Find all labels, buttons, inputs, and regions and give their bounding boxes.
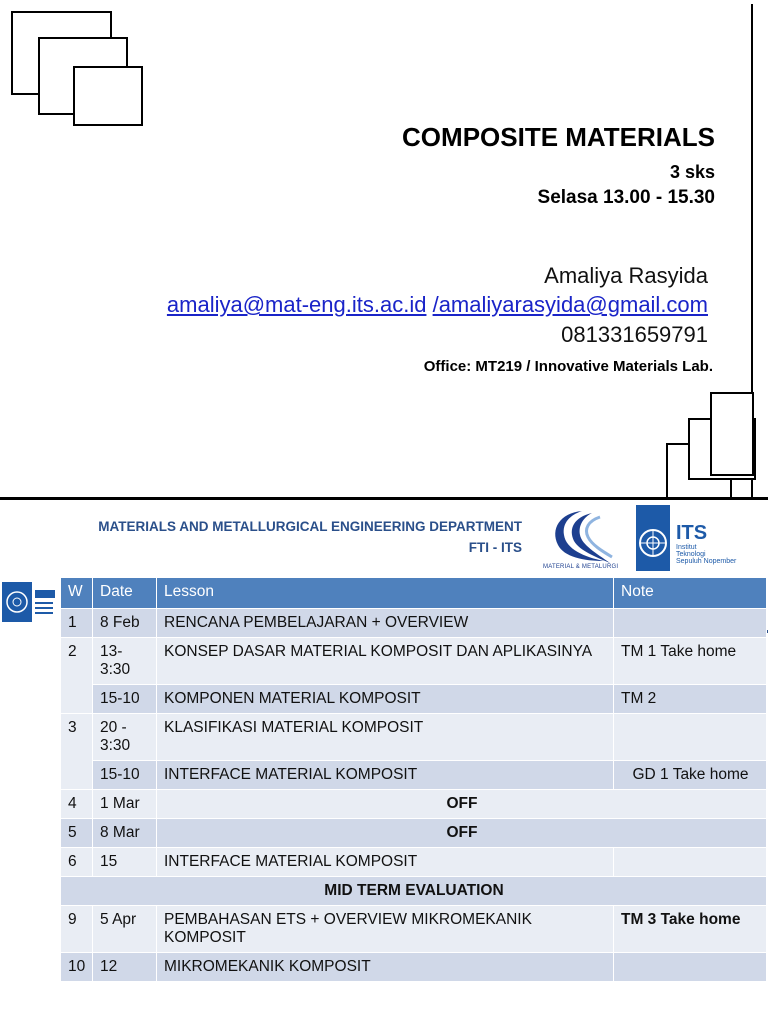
lesson-cell: RENCANA PEMBELAJARAN + OVERVIEW	[157, 609, 614, 638]
note-cell	[614, 848, 767, 877]
email-link-secondary[interactable]: /amaliyarasyida@gmail.com	[432, 292, 708, 317]
date-cell: 8 Feb	[93, 609, 157, 638]
date-cell: 8 Mar	[93, 819, 157, 848]
week-cell: 3	[61, 714, 93, 790]
its-sub-3: Sepuluh Nopember	[676, 558, 737, 565]
note-cell: TM 3 Take home	[614, 906, 767, 953]
date-cell: 15-10	[93, 685, 157, 714]
date-line-2: 3:30	[100, 737, 131, 754]
lesson-cell: PEMBAHASAN ETS + OVERVIEW MIKROMEKANIK KOMPOSIT	[157, 906, 614, 953]
table-row	[61, 790, 767, 819]
table-row	[61, 877, 767, 906]
date-line-2: 3:30	[100, 661, 131, 678]
its-sub-1: Institut	[676, 544, 697, 551]
mid-term-label: MID TERM EVALUATION	[61, 877, 767, 906]
week-cell: 9	[61, 906, 93, 953]
table-row	[61, 761, 767, 790]
lesson-cell: KONSEP DASAR MATERIAL KOMPOSIT DAN APLIKASINYA	[157, 638, 614, 685]
its-logo-icon	[636, 505, 756, 571]
lecturer-office: Office: MT219 / Innovative Materials Lab.	[423, 358, 713, 375]
lesson-schedule-table	[60, 577, 767, 982]
department-name: MATERIALS AND METALLURGICAL ENGINEERING DEPARTMENT	[98, 519, 522, 534]
date-cell: 12	[93, 953, 157, 982]
table-row	[61, 638, 767, 685]
lesson-cell: KLASIFIKASI MATERIAL KOMPOSIT	[157, 714, 614, 761]
column-header-date: Date	[93, 578, 157, 609]
note-cell	[614, 953, 767, 982]
lesson-cell: INTERFACE MATERIAL KOMPOSIT	[157, 761, 614, 790]
note-cell: TM 1 Take home	[614, 638, 767, 685]
cover-slide	[0, 0, 768, 500]
week-cell: 2	[61, 638, 93, 714]
course-schedule: Selasa 13.00 - 15.30	[537, 187, 715, 208]
week-cell: 1	[61, 609, 93, 638]
table-row	[61, 848, 767, 877]
lecturer-phone: 081331659791	[561, 322, 708, 347]
off-label: OFF	[157, 819, 767, 848]
date-line-1: 13-	[100, 643, 123, 660]
note-cell	[614, 609, 767, 638]
week-cell: 6	[61, 848, 93, 877]
note-cell: TM 2	[614, 685, 767, 714]
faculty-name: FTI - ITS	[468, 540, 522, 555]
date-cell	[93, 638, 157, 685]
date-cell	[93, 714, 157, 761]
table-row	[61, 714, 767, 761]
week-cell: 5	[61, 819, 93, 848]
lesson-cell: INTERFACE MATERIAL KOMPOSIT	[157, 848, 614, 877]
table-row	[61, 953, 767, 982]
logo-caption: MATERIAL & METALURGI	[543, 564, 619, 570]
lesson-cell: KOMPONEN MATERIAL KOMPOSIT	[157, 685, 614, 714]
its-sub-2: Teknologi	[676, 551, 706, 558]
its-mini-logo-icon	[2, 580, 60, 624]
note-cell: GD 1 Take home	[614, 761, 767, 790]
lecturer-name: Amaliya Rasyida	[544, 263, 708, 288]
column-header-lesson: Lesson	[157, 578, 614, 609]
date-line-1: 20 -	[100, 719, 127, 736]
table-row	[61, 819, 767, 848]
decor-square-6	[710, 392, 754, 476]
email-link-primary[interactable]: amaliya@mat-eng.its.ac.id	[166, 292, 427, 317]
lesson-cell: MIKROMEKANIK KOMPOSIT	[157, 953, 614, 982]
its-wordmark: ITS	[676, 522, 708, 544]
week-cell: 10	[61, 953, 93, 982]
date-cell: 15	[93, 848, 157, 877]
date-cell: 5 Apr	[93, 906, 157, 953]
column-header-w: W	[61, 578, 93, 609]
table-row	[61, 685, 767, 714]
column-header-note: Note	[614, 578, 767, 609]
table-row	[61, 906, 767, 953]
week-cell: 4	[61, 790, 93, 819]
table-header-row	[61, 578, 767, 609]
course-title: COMPOSITE MATERIALS	[402, 122, 715, 152]
lecturer-emails	[167, 292, 708, 318]
table-row	[61, 609, 767, 638]
date-cell: 15-10	[93, 761, 157, 790]
note-cell	[614, 714, 767, 761]
off-label: OFF	[157, 790, 767, 819]
course-credits: 3 sks	[669, 162, 715, 182]
decor-square-3	[73, 66, 143, 126]
date-cell: 1 Mar	[93, 790, 157, 819]
